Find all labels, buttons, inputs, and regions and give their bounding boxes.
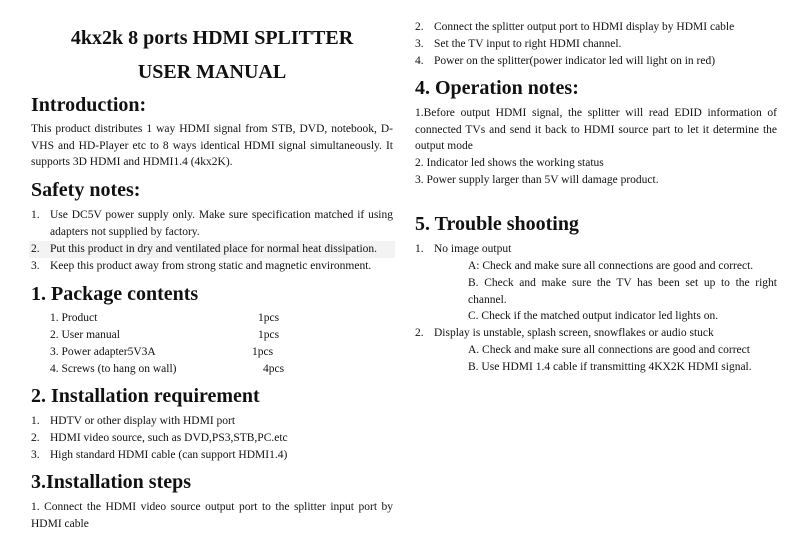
safety-item-2: [31, 241, 393, 258]
safety-item-3: [31, 258, 393, 275]
requirement-item-2: [31, 430, 393, 447]
step-number: 3.: [415, 38, 424, 50]
package-item-name: 1. Product: [50, 312, 98, 324]
trouble-item-number: 2.: [415, 327, 424, 339]
introduction-body: This product distributes 1 way HDMI signal from STB, DVD, notebook, D-VHS and HD-Player etc to 8 ways identical HDMI signal simultaneously. It supports 3D HDMI and HDMI1.4 (4kx2K).: [31, 123, 393, 168]
trouble-sub-a: A. Check and make sure all connections are good and correct: [468, 344, 750, 356]
requirement-item-1: [31, 413, 393, 430]
package-item-qty: 1pcs: [252, 346, 274, 358]
operation-note-1: 1.Before output HDMI signal, the splitter will read EDID information of connected TVs and send it back to HDMI source part to let it determine the output mode: [415, 107, 777, 152]
requirement-item-text: High standard HDMI cable (can support HDMI1.4): [50, 449, 288, 461]
safety-item-number: 1.: [31, 209, 40, 221]
trouble-sub-b: B. Use HDMI 1.4 cable if transmitting 4KX2K HDMI signal.: [468, 361, 752, 373]
package-item-qty: 1pcs: [258, 312, 280, 324]
trouble-sub-b: B. Check and make sure the TV has been set up to the right channel.: [468, 277, 777, 306]
document-title: 4kx2k 8 ports HDMI SPLITTER: [70, 27, 354, 49]
trouble-sub-a: A: Check and make sure all connections are good and correct.: [468, 260, 754, 272]
installation-step-3: [415, 36, 777, 53]
package-heading: 1. Package contents: [31, 283, 199, 305]
package-item-qty: 4pcs: [263, 363, 285, 375]
package-item-name: 4. Screws (to hang on wall): [50, 363, 177, 375]
safety-item-number: 2.: [31, 243, 40, 255]
safety-item-text: Put this product in dry and ventilated place for normal heat dissipation.: [50, 243, 378, 255]
trouble-item-text: Display is unstable, splash screen, snowflakes or audio stuck: [434, 327, 714, 339]
requirement-item-number: 3.: [31, 449, 40, 461]
safety-item-text: Use DC5V power supply only. Make sure specification matched if using adapters not supplied by factory.: [50, 209, 393, 238]
trouble-sub-c: C. Check if the matched output indicator led lights on.: [468, 310, 719, 322]
operation-note-2: 2. Indicator led shows the working status: [415, 157, 604, 169]
safety-heading: Safety notes:: [31, 179, 141, 201]
package-item-name: 3. Power adapter5V3A: [50, 346, 156, 358]
trouble-item-2: [415, 325, 777, 342]
trouble-item-number: 1.: [415, 243, 424, 255]
trouble-item-text: No image output: [434, 243, 512, 255]
document-subtitle: USER MANUAL: [137, 61, 287, 83]
step-number: 2.: [415, 21, 424, 33]
installation-step-1: 1. Connect the HDMI video source output port to the splitter input port by HDMI cable: [31, 501, 393, 530]
safety-item-number: 3.: [31, 260, 40, 272]
trouble-item-1: [415, 241, 777, 258]
introduction-heading: Introduction:: [31, 94, 147, 116]
trouble-heading: 5. Trouble shooting: [415, 213, 579, 235]
operation-heading: 4. Operation notes:: [415, 77, 579, 99]
installation-steps-heading: 3.Installation steps: [31, 471, 192, 493]
requirement-item-text: HDMI video source, such as DVD,PS3,STB,PC.etc: [50, 432, 288, 444]
step-text: Connect the splitter output port to HDMI display by HDMI cable: [434, 21, 735, 33]
requirement-item-3: [31, 447, 393, 464]
safety-item-text: Keep this product away from strong static and magnetic environment.: [50, 260, 372, 272]
package-item-name: 2. User manual: [50, 329, 120, 341]
package-item-qty: 1pcs: [258, 329, 280, 341]
installation-step-4: [415, 53, 777, 70]
step-text: Power on the splitter(power indicator led will light on in red): [434, 55, 716, 67]
installation-requirement-heading: 2. Installation requirement: [31, 385, 260, 407]
step-text: Set the TV input to right HDMI channel.: [434, 38, 622, 50]
requirement-item-number: 1.: [31, 415, 40, 427]
operation-note-3: 3. Power supply larger than 5V will damage product.: [415, 174, 659, 186]
requirement-item-number: 2.: [31, 432, 40, 444]
requirement-item-text: HDTV or other display with HDMI port: [50, 415, 236, 427]
safety-item-1: [31, 207, 393, 240]
step-number: 4.: [415, 55, 424, 67]
installation-step-2: [415, 19, 777, 36]
